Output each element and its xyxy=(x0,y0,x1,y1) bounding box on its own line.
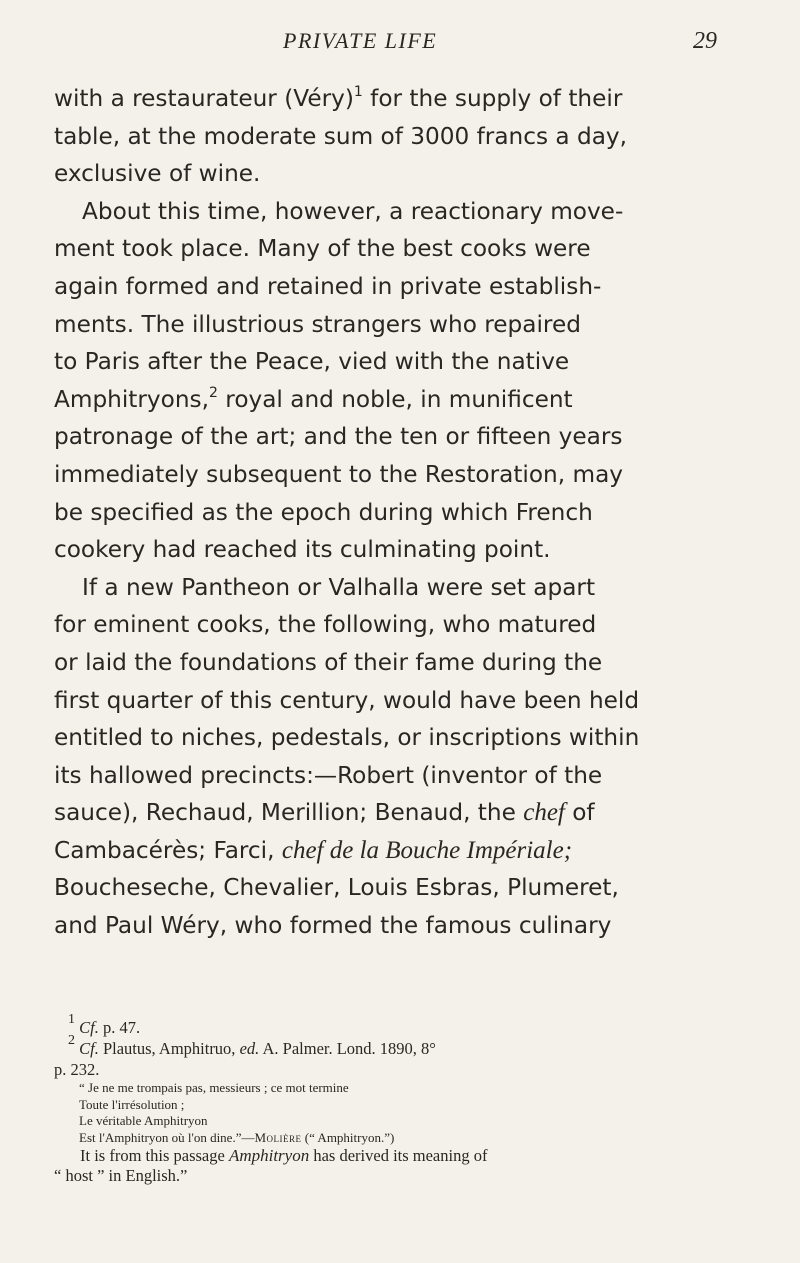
text-line: patronage of the art; and the ten or fifteen years xyxy=(54,423,623,451)
italic-run: ed. xyxy=(239,1039,260,1058)
running-title: PRIVATE LIFE xyxy=(283,28,438,53)
text-line: About this time, however, a reactionary move- xyxy=(82,197,624,225)
text-line xyxy=(54,80,744,118)
quote-line: Toute l'irrésolution ; xyxy=(79,1096,185,1112)
footnotes xyxy=(54,1012,744,1186)
quote-line: Le véritable Amphitryon xyxy=(79,1113,208,1128)
footnote-tail xyxy=(54,1146,744,1166)
body-text xyxy=(54,80,744,945)
text-run: (“ Amphitryon.”) xyxy=(301,1129,395,1145)
text-line: exclusive of wine. xyxy=(54,160,261,188)
footnote-2 xyxy=(54,1033,744,1059)
text-line: ments. The illustrious strangers who repaired xyxy=(54,310,581,338)
text-run: Plautus, Amphitruo, xyxy=(98,1039,240,1058)
text-line xyxy=(54,794,744,832)
text-run: with a restaurateur (Véry) xyxy=(54,85,354,112)
text-line: or laid the foundations of their fame during the xyxy=(54,648,603,676)
italic-run: Cf. xyxy=(79,1018,99,1037)
footnote-ref-1: 1 xyxy=(353,84,363,100)
text-line: table, at the moderate sum of 3000 francs a day, xyxy=(54,122,628,150)
text-run: has derived its meaning of xyxy=(309,1146,488,1165)
text-line xyxy=(54,832,744,870)
text-run: A. Palmer. Lond. 1890, 8° xyxy=(259,1039,436,1058)
text-run: Cambacérès; Farci, xyxy=(54,836,282,864)
text-run: Est l'Amphitryon où l'on dine.”— xyxy=(79,1129,255,1145)
text-line: ment took place. Many of the best cooks were xyxy=(54,235,591,263)
footnote-tail: “ host ” in English.” xyxy=(54,1166,188,1185)
text-line xyxy=(54,381,744,419)
text-run: sauce), Rechaud, Merillion; Benaud, the xyxy=(54,799,524,827)
text-line: first quarter of this century, would have been held xyxy=(54,686,640,714)
footnote-1 xyxy=(54,1012,744,1038)
text-run: p. 47. xyxy=(98,1018,141,1037)
quote-line xyxy=(54,1130,744,1147)
italic-run: Amphitryon xyxy=(228,1146,310,1165)
text-line: cookery had reached its culminating point. xyxy=(54,536,551,564)
footnote-2-page: p. 232. xyxy=(54,1060,100,1079)
text-line: If a new Pantheon or Valhalla were set apart xyxy=(82,573,596,601)
text-run: It is from this passage xyxy=(80,1146,229,1165)
footnote-mark: 1 xyxy=(68,1012,75,1027)
author-name: Molière xyxy=(254,1129,302,1145)
italic-run: Cf. xyxy=(79,1039,99,1058)
text-run: Amphitryons, xyxy=(54,385,209,413)
footnote-ref-2: 2 xyxy=(209,384,218,401)
text-line: for eminent cooks, the following, who matured xyxy=(54,611,597,639)
text-line: and Paul Wéry, who formed the famous culinary xyxy=(54,912,612,940)
italic-run: chef xyxy=(523,799,565,827)
word-run xyxy=(54,80,622,118)
text-line: entitled to niches, pedestals, or inscriptions within xyxy=(54,724,640,752)
italic-run: chef de la Bouche Impériale; xyxy=(281,836,573,864)
text-line: Boucheseche, Chevalier, Louis Esbras, Plumeret, xyxy=(54,874,619,902)
text-line: its hallowed precincts:—Robert (inventor of the xyxy=(54,761,603,789)
quote-line: “ Je ne me trompais pas, messieurs ; ce mot termine xyxy=(79,1080,349,1095)
text-line: again formed and retained in private establish- xyxy=(54,272,602,300)
page-number: 29 xyxy=(693,28,717,54)
running-head xyxy=(0,14,800,54)
text-run: of xyxy=(564,799,595,827)
text-line: be specified as the epoch during which French xyxy=(54,498,593,526)
text-run: for the supply of their xyxy=(362,85,623,112)
text-line: immediately subsequent to the Restoration, may xyxy=(54,460,624,488)
text-run: royal and noble, in munificent xyxy=(217,385,573,413)
text-line: to Paris after the Peace, vied with the native xyxy=(54,348,570,376)
footnote-mark: 2 xyxy=(68,1033,75,1048)
